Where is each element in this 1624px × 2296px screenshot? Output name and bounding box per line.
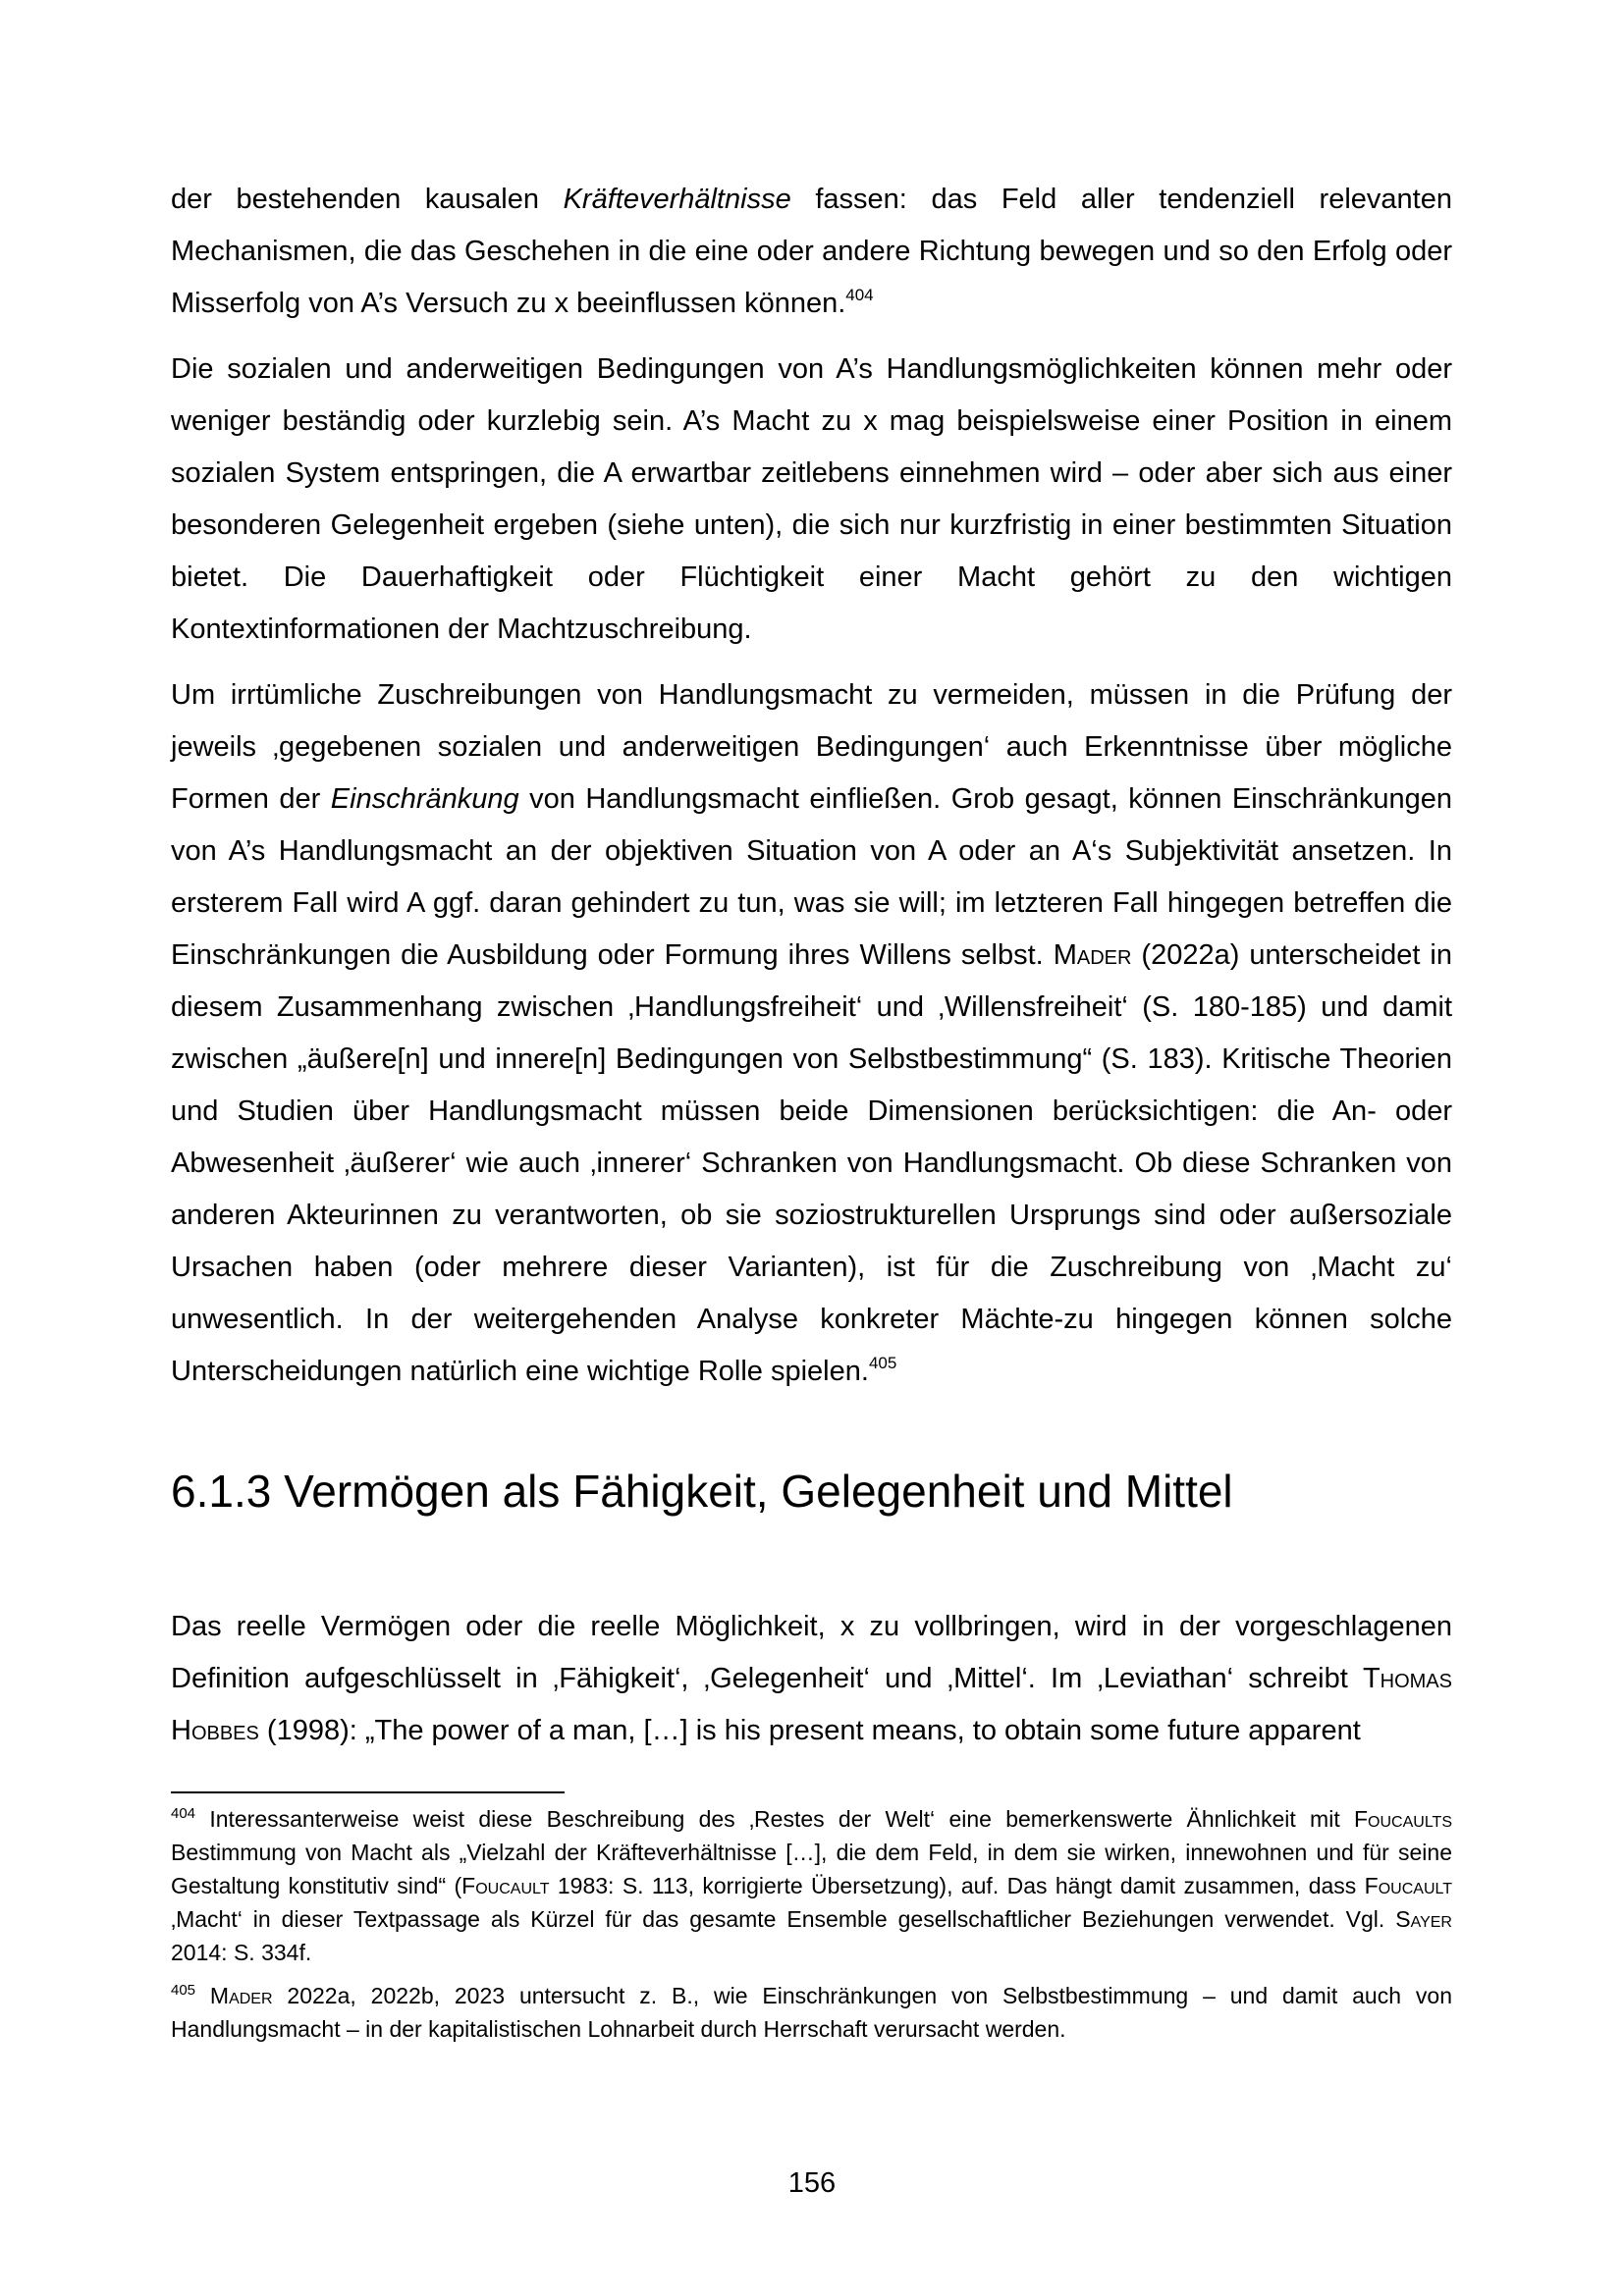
text-span: 2022a, 2022b, 2023 untersucht z. B., wie Einschränkungen von Selbstbestimmung – und damit auch von Handlungsmacht – in der kapitalistischen Lohnarbeit durch Herrschaft verursacht werden.	[171, 1983, 1452, 2042]
text-span: der bestehenden kausalen	[171, 184, 564, 215]
footnote-405	[171, 1979, 1452, 2046]
body-text-block	[171, 1601, 1452, 1771]
author-name: Foucault	[1364, 1873, 1452, 1898]
text-span: 2014: S. 334f.	[171, 1940, 312, 1965]
author-name: Sayer	[1395, 1906, 1452, 1932]
paragraph-1	[171, 174, 1452, 330]
text-span: (2022a) unterscheidet in diesem Zusammenhang zwischen ‚Handlungsfreiheit‘ und ‚Willensfreiheit‘ (S. 180-185) und damit zwischen „äußere[n] und innere[n] Bedingungen von Selbstbestimmung“ (S. 183). Kritische Theorien und Studien über Handlungsmacht müssen beide Dimensionen berücksichtigen: die An- oder Abwesenheit ‚äußerer‘ wie auch ‚innerer‘ Schranken von Handlungsmacht. Ob diese Schranken von anderen Akteurinnen zu verantworten, ob sie soziostrukturellen Ursprungs sind oder außersoziale Ursachen haben (oder mehrere dieser Varianten), ist für die Zuschreibung von ‚Macht zu‘ unwesentlich. In der weitergehenden Analyse konkreter Mächte-zu hingegen können solche Unterscheidungen natürlich eine wichtige Rolle spielen.	[171, 939, 1452, 1387]
italic-term: Einschränkung	[330, 783, 519, 815]
text-span: Bestimmung von Macht als „Vielzahl der Kräfteverhältnisse […], die dem Feld, in dem sie wirken, innewohnen und für seine Gestaltung konstitutiv sind“ (	[171, 1840, 1452, 1898]
page-number: 156	[787, 2167, 837, 2199]
text-span: 1983: S. 113, korrigierte Übersetzung), auf. Das hängt damit zusammen, dass	[549, 1873, 1365, 1898]
author-name: Thomas Hobbes	[171, 1663, 1452, 1746]
author-name: Mader	[195, 1983, 273, 2008]
footnote-separator	[171, 1791, 565, 1793]
footnote-404	[171, 1802, 1452, 1969]
footnote-number: 404	[171, 1805, 196, 1822]
body-text-block	[171, 174, 1452, 1412]
paragraph-4	[171, 1601, 1452, 1757]
text-span: Das reelle Vermögen oder die reelle Möglichkeit, x zu vollbringen, wird in der vorgeschlagenen Definition aufgeschlüsselt in ‚Fähigkeit‘, ‚Gelegenheit‘ und ‚Mittel‘. Im ‚Leviathan‘ schreibt	[171, 1611, 1452, 1694]
footnote-ref-405[interactable]: 405	[868, 1354, 897, 1372]
text-span: von Handlungsmacht einfließen. Grob gesagt, können Einschränkungen von A’s Handlungsmacht an der objektiven Situation von A oder an A‘s Subjektivität ansetzen. In ersterem Fall wird A ggf. daran gehindert zu tun, was sie will; im letzteren Fall hingegen betreffen die Einschränkungen die Ausbildung oder Formung ihres Willens selbst.	[171, 783, 1452, 971]
italic-term: Kräfteverhältnisse	[563, 184, 791, 215]
text-span: Interessanterweise weist diese Beschreibung des ‚Restes der Welt‘ eine bemerkenswerte Ähnlichkeit mit	[195, 1806, 1354, 1832]
section-heading: 6.1.3 Vermögen als Fähigkeit, Gelegenheit und Mittel	[171, 1466, 1233, 1517]
paragraph-3	[171, 669, 1452, 1398]
paragraph-2: Die sozialen und anderweitigen Bedingungen von A’s Handlungsmöglichkeiten können mehr oder weniger beständig oder kurzlebig sein. A’s Macht zu x mag beispielsweise einer Position in einem sozialen System entspringen, die A erwartbar zeitlebens einnehmen wird – oder aber sich aus einer besonderen Gelegenheit ergeben (siehe unten), die sich nur kurzfristig in einer bestimmten Situation bietet. Die Dauerhaftigkeit oder Flüchtigkeit einer Macht gehört zu den wichtigen Kontextinformationen der Machtzuschreibung.	[171, 353, 1452, 645]
text-span: Um irrtümliche Zuschreibungen von Handlungsmacht zu vermeiden, müssen in die Prüfung der jeweils ‚gegebenen sozialen und anderweitigen Bedingungen‘ auch Erkenntnisse über mögliche Formen der	[171, 679, 1452, 815]
text-span: (1998): „The power of a man, […] is his present means, to obtain some future apparent	[258, 1715, 1361, 1746]
footnote-ref-404[interactable]: 404	[845, 286, 874, 304]
footnote-number: 405	[171, 1982, 196, 1999]
author-name: Foucaults	[1354, 1806, 1452, 1832]
footnotes	[171, 1802, 1452, 2056]
author-name: Foucault	[461, 1873, 550, 1898]
text-span: ‚Macht‘ in dieser Textpassage als Kürzel für das gesamte Ensemble gesellschaftlicher Beziehungen verwendet. Vgl.	[171, 1906, 1396, 1932]
text-span: fassen: das Feld aller tendenziell relevanten Mechanismen, die das Geschehen in die eine oder andere Richtung bewegen und so den Erfolg oder Misserfolg von A’s Versuch zu x beeinflussen können.	[171, 184, 1452, 319]
author-name: Mader	[1053, 939, 1132, 971]
